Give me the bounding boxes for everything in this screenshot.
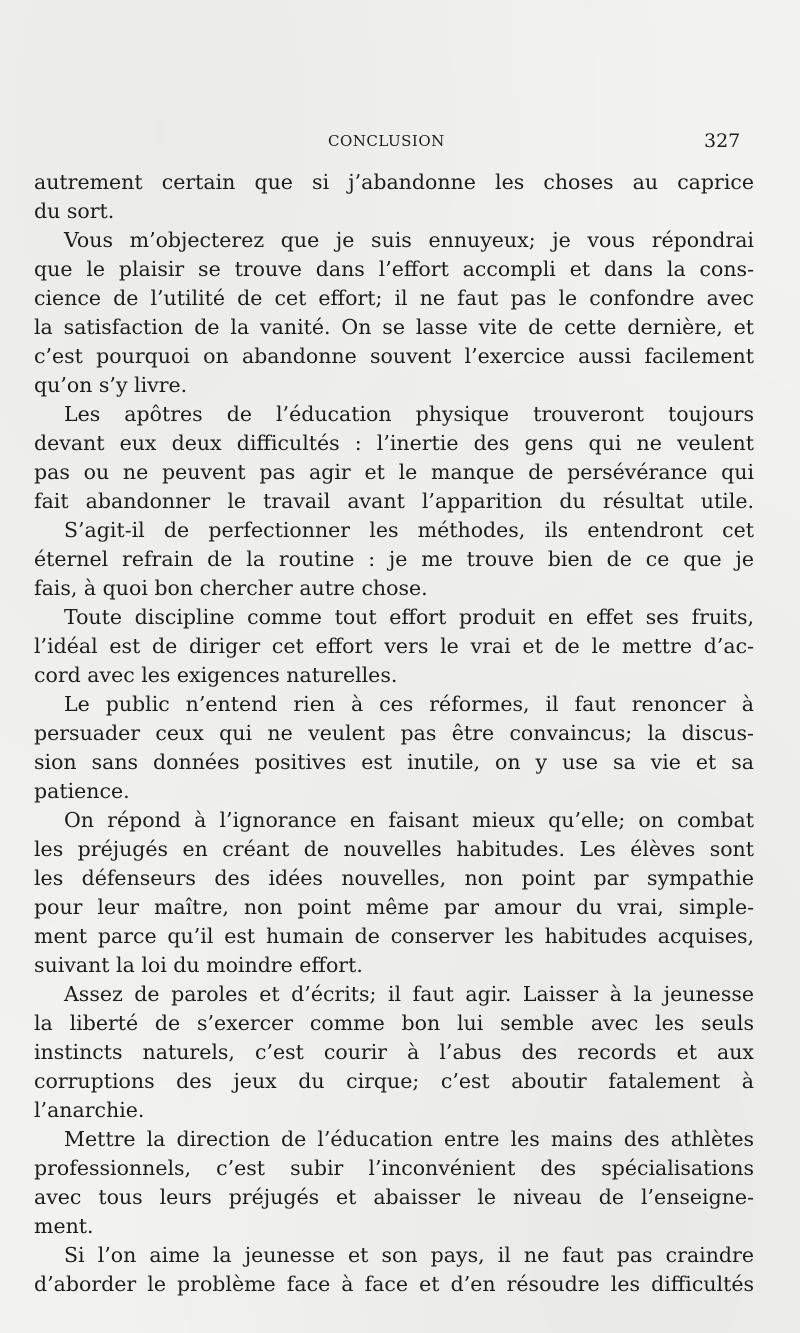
text-line: ment parce qu’il est humain de conserver les habitudes acquises, — [34, 924, 754, 948]
text-line: les préjugés en créant de nouvelles habitudes. Les élèves sont — [34, 837, 754, 861]
text-line: suivant la loi du moindre effort. — [34, 953, 363, 977]
text-line: avec tous leurs préjugés et abaisser le niveau de l’enseigne- — [34, 1185, 754, 1209]
text-line: éternel refrain de la routine : je me trouve bien de ce que je — [34, 547, 754, 571]
running-title: CONCLUSION — [328, 132, 445, 150]
text-line: cience de l’utilité de cet effort; il ne faut pas le confondre avec — [34, 286, 754, 310]
text-line: Vous m’objecterez que je suis ennuyeux; je vous répondrai — [64, 228, 754, 252]
text-line: Les apôtres de l’éducation physique trouveront toujours — [64, 402, 754, 426]
text-line: qu’on s’y livre. — [34, 373, 188, 397]
text-line: On répond à l’ignorance en faisant mieux qu’elle; on combat — [64, 808, 754, 832]
text-line: fait abandonner le travail avant l’apparition du résultat utile. — [34, 489, 754, 513]
text-line: S’agit-il de perfectionner les méthodes, ils entendront cet — [64, 518, 754, 542]
text-line: la satisfaction de la vanité. On se lasse vite de cette dernière, et — [34, 315, 754, 339]
text-line: du sort. — [34, 199, 115, 223]
text-line: pas ou ne peuvent pas agir et le manque de persévérance qui — [34, 460, 754, 484]
text-line: professionnels, c’est subir l’inconvénient des spécialisations — [34, 1156, 754, 1180]
text-line: corruptions des jeux du cirque; c’est aboutir fatalement à — [34, 1069, 754, 1093]
text-line: l’anarchie. — [34, 1098, 145, 1122]
text-line: que le plaisir se trouve dans l’effort accompli et dans la cons- — [34, 257, 754, 281]
text-line: cord avec les exigences naturelles. — [34, 663, 398, 687]
text-line: Toute discipline comme tout effort produit en effet ses fruits, — [64, 605, 754, 629]
text-line: instincts naturels, c’est courir à l’abus des records et aux — [34, 1040, 754, 1064]
text-line: la liberté de s’exercer comme bon lui semble avec les seuls — [34, 1011, 754, 1035]
text-line: Assez de paroles et d’écrits; il faut agir. Laisser à la jeunesse — [64, 982, 754, 1006]
text-line: Le public n’entend rien à ces réformes, il faut renoncer à — [64, 692, 754, 716]
text-line: pour leur maître, non point même par amour du vrai, simple- — [34, 895, 754, 919]
text-line: persuader ceux qui ne veulent pas être convaincus; la discus- — [34, 721, 754, 745]
text-line: d’aborder le problème face à face et d’en résoudre les difficultés — [34, 1272, 754, 1296]
text-line: patience. — [34, 779, 130, 803]
text-line: c’est pourquoi on abandonne souvent l’exercice aussi facilement — [34, 344, 754, 368]
page-number: 327 — [704, 130, 741, 152]
text-line: autrement certain que si j’abandonne les choses au caprice — [34, 170, 754, 194]
text-line: ment. — [34, 1214, 94, 1238]
text-line: fais, à quoi bon chercher autre chose. — [34, 576, 428, 600]
text-line: Mettre la direction de l’éducation entre les mains des athlètes — [64, 1127, 754, 1151]
running-head — [0, 132, 800, 156]
text-line: sion sans données positives est inutile, on y use sa vie et sa — [34, 750, 754, 774]
body-text — [34, 168, 754, 1299]
text-line: Si l’on aime la jeunesse et son pays, il ne faut pas craindre — [64, 1243, 754, 1267]
text-line: l’idéal est de diriger cet effort vers le vrai et de le mettre d’ac- — [34, 634, 754, 658]
text-line: les défenseurs des idées nouvelles, non point par sympathie — [34, 866, 754, 890]
text-line: devant eux deux difficultés : l’inertie des gens qui ne veulent — [34, 431, 754, 455]
